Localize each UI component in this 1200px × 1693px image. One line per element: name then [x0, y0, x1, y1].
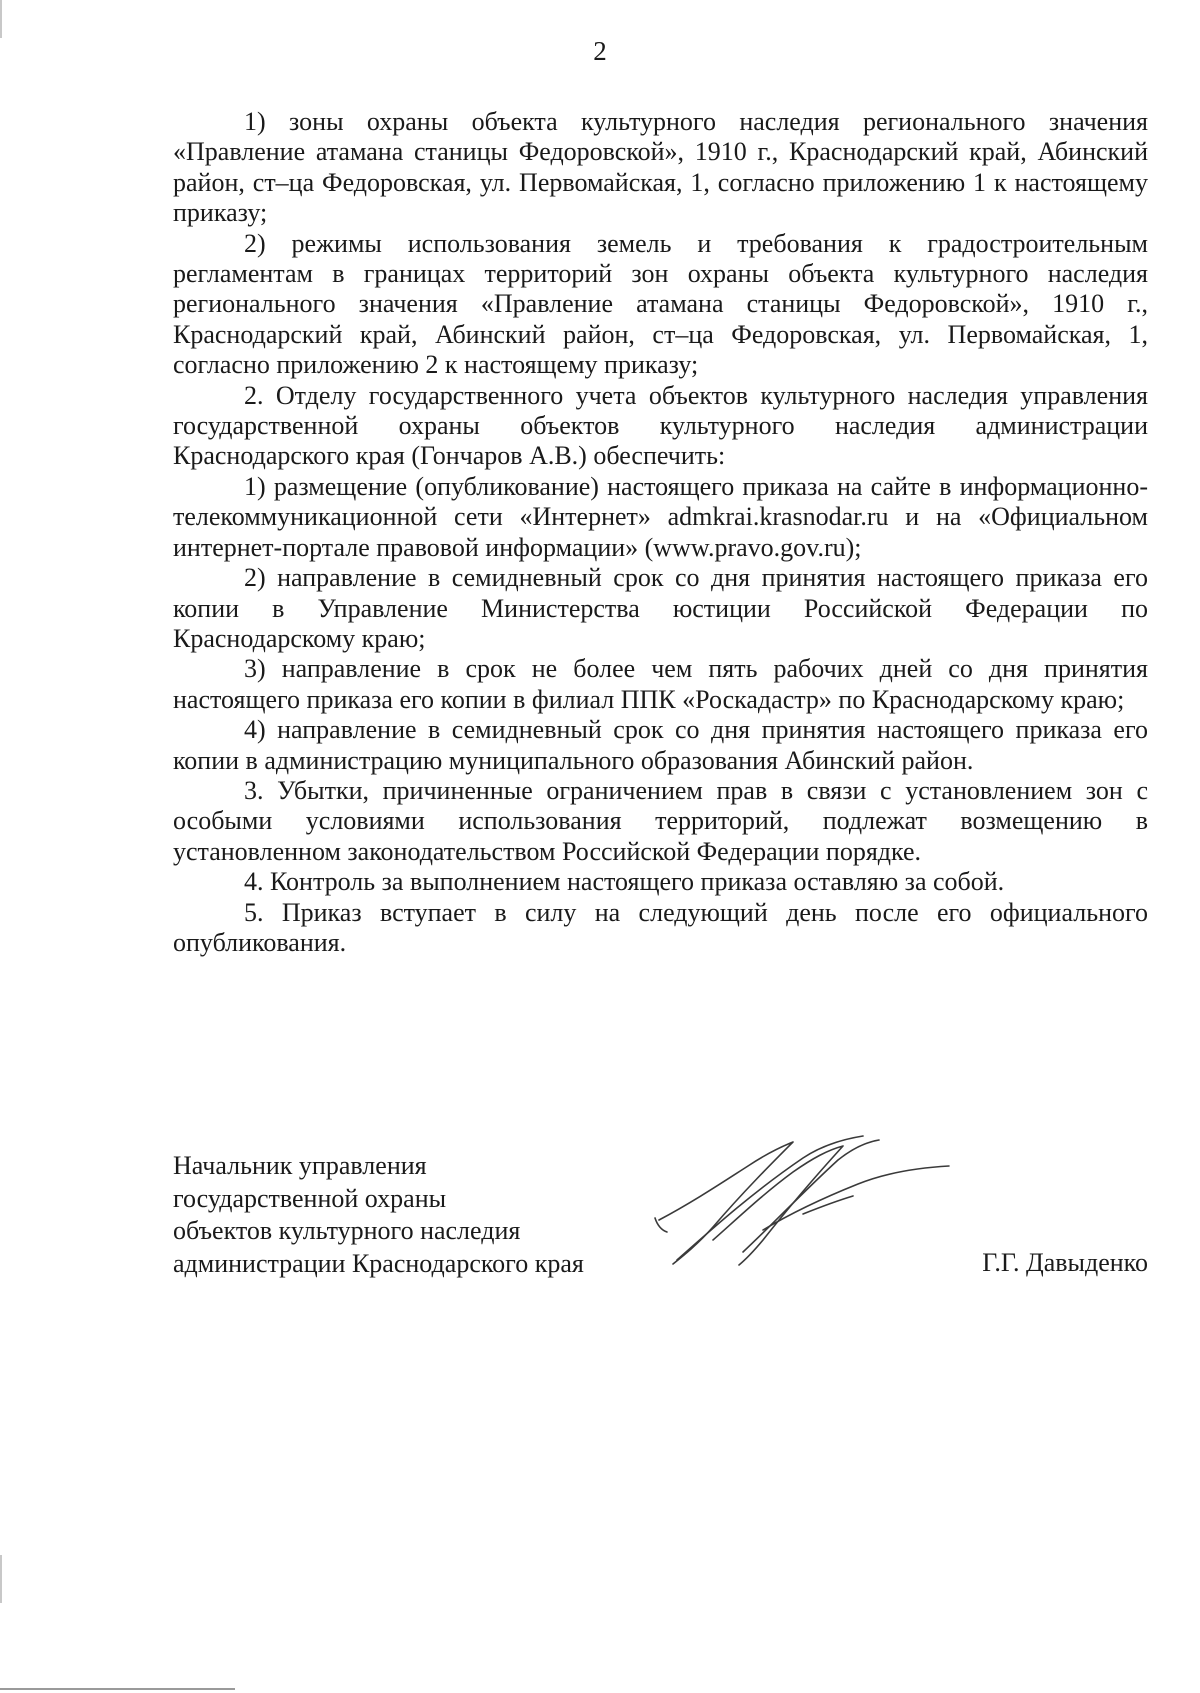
scan-edge-mark-top — [0, 0, 2, 38]
position-line: Начальник управления — [173, 1151, 427, 1180]
document-body — [173, 107, 1148, 958]
scan-edge-line-bottom — [0, 1688, 235, 1690]
paragraph-municipality-copy: 4) направление в семидневный срок со дня принятия настоящего приказа его копии в администрацию муниципального образования Абинский район. — [173, 715, 1148, 775]
paragraph-department: 2. Отделу государственного учета объектов культурного наследия управления государственной охраны объектов культурного наследия администрации Краснодарского края (Гончаров А.В.) обеспечить: — [173, 380, 1148, 471]
signature-block — [173, 1150, 1148, 1280]
paragraph-ministry-copy: 2) направление в семидневный срок со дня принятия настоящего приказа его копии в Управление Министерства юстиции Российской Федерации по Краснодарскому краю; — [173, 563, 1148, 653]
paragraph-losses: 3. Убытки, причиненные ограничением прав в связи с установлением зон с особыми условиями использования территорий, подлежат возмещению в установленном законодательством Российской Федерации порядке. — [173, 775, 1148, 866]
paragraph-publication: 1) размещение (опубликование) настоящего приказа на сайте в информационно-телекоммуникационной сети «Интернет» admkrai.krasnodar.ru и на «Официальном интернет-портале правовой информации» (www.pravo.gov.ru); — [173, 471, 1148, 562]
paragraph-zones: 1) зоны охраны объекта культурного наследия регионального значения «Правление атамана станицы Федоровской», 1910 г., Краснодарский край, Абинский район, ст–ца Федоровская, ул. Первомайская, 1, согласно приложению 1 к настоящему приказу; — [173, 107, 1148, 228]
paragraph-regimes: 2) режимы использования земель и требования к градостроительным регламентам в границах территорий зон охраны объекта культурного наследия регионального значения «Правление атамана станицы Федоровской», 1910 г., Краснодарский край, Абинский район, ст–ца Федоровская, ул. Первомайская, 1, согласно приложению 2 к настоящему приказу; — [173, 228, 1148, 380]
paragraph-cadastre-copy: 3) направление в срок не более чем пять рабочих дней со дня принятия настоящего приказа его копии в филиал ППК «Роскадастр» по Краснодарскому краю; — [173, 654, 1148, 714]
scan-edge-mark-bottom — [0, 1555, 2, 1603]
position-line: объектов культурного наследия — [173, 1216, 521, 1245]
paragraph-control: 4. Контроль за выполнением настоящего приказа оставляю за собой. — [244, 867, 1005, 897]
paragraph-effective: 5. Приказ вступает в силу на следующий день после его официального опубликования. — [173, 897, 1148, 957]
handwritten-signature — [653, 1132, 953, 1277]
signatory-name: Г.Г. Давыденко — [982, 1248, 1148, 1277]
page-number: 2 — [593, 36, 607, 66]
position-line: государственной охраны — [173, 1183, 447, 1213]
position-line: администрации Краснодарского края — [173, 1248, 584, 1278]
signatory-position — [173, 1150, 584, 1280]
